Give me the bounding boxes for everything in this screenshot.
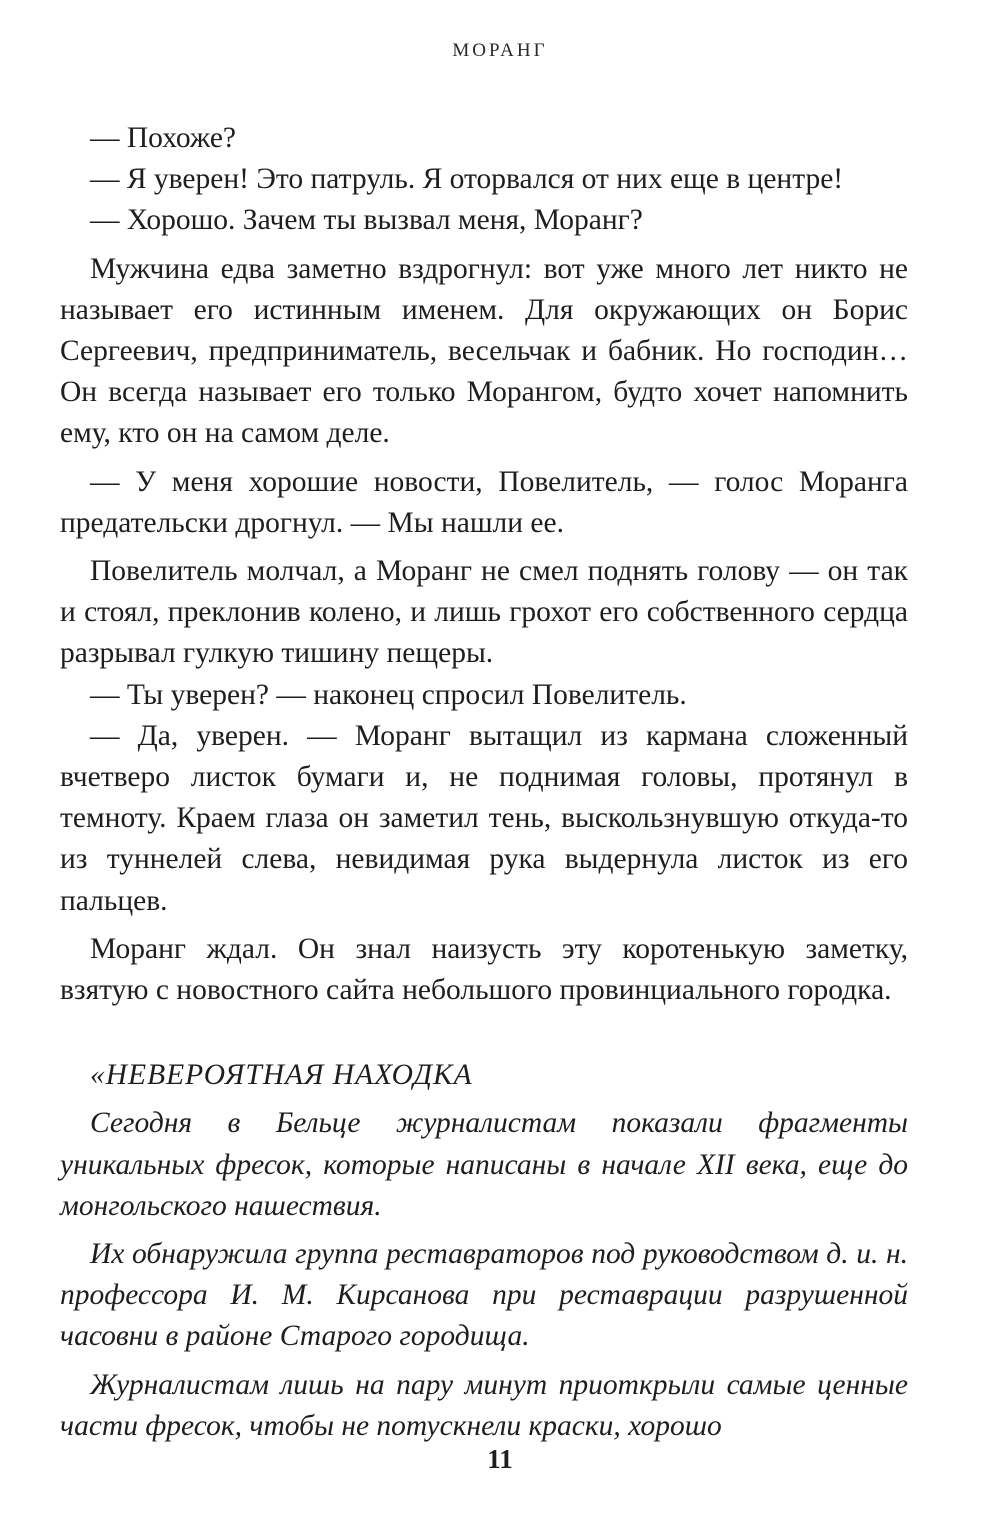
dialogue-line: — Да, уверен. — Моранг вытащил из кармана сложенный вчетверо листок бумаги и, не поднимая головы, протянул в темноту. Краем глаза он заметил тень, выскользнувшую откуда-то из туннелей слева, невидимая рука выдернула листок из его пальцев. [60,719,908,917]
dialogue-line: — Хорошо. Зачем ты вызвал меня, Моранг? [90,204,643,237]
paragraph: Мужчина едва заметно вздрогнул: вот уже много лет никто не называет его истинным именем. Для окружающих он Борис Сергеевич, предприниматель, весельчак и бабник. Но господин… Он всегда называет его только Морангом, будто хочет напомнить ему, кто он на самом деле. [60,252,908,450]
paragraph: Повелитель молчал, а Моранг не смел поднять голову — он так и стоял, преклонив колено, и лишь грохот его собственного сердца разрывал гулкую тишину пещеры. [60,555,908,670]
page-number: 11 [487,1444,513,1474]
dialogue-line: — Ты уверен? — наконец спросил Повелитель. [90,678,687,711]
running-title: МОРАНГ [452,40,548,61]
article-paragraph: Журналистам лишь на пару минут приоткрыли самые ценные части фресок, чтобы не потускнели краски, хорошо [60,1368,908,1442]
article-paragraph: Их обнаружила группа реставраторов под руководством д. и. н. профессора И. М. Кирсанова при реставрации разрушенной часовни в районе Старого городища. [60,1238,908,1353]
article-paragraph: Сегодня в Бельце журналистам показали фрагменты уникальных фресок, которые написаны в начале XII века, еще до монгольского нашествия. [60,1107,908,1222]
paragraph: Моранг ждал. Он знал наизусть эту коротенькую заметку, взятую с новостного сайта небольшого провинциального городка. [60,932,908,1007]
dialogue-line: — Я уверен! Это патруль. Я оторвался от них еще в центре! [90,163,844,196]
dialogue-line: — У меня хорошие новости, Повелитель, — голос Моранга предательски дрогнул. — Мы нашли ее. [60,465,908,539]
article-headline: «НЕВЕРОЯТНАЯ НАХОДКА [90,1059,473,1092]
body-text [60,118,908,1454]
news-article-quote [60,1055,908,1447]
dialogue-line: — Похоже? [90,122,237,154]
